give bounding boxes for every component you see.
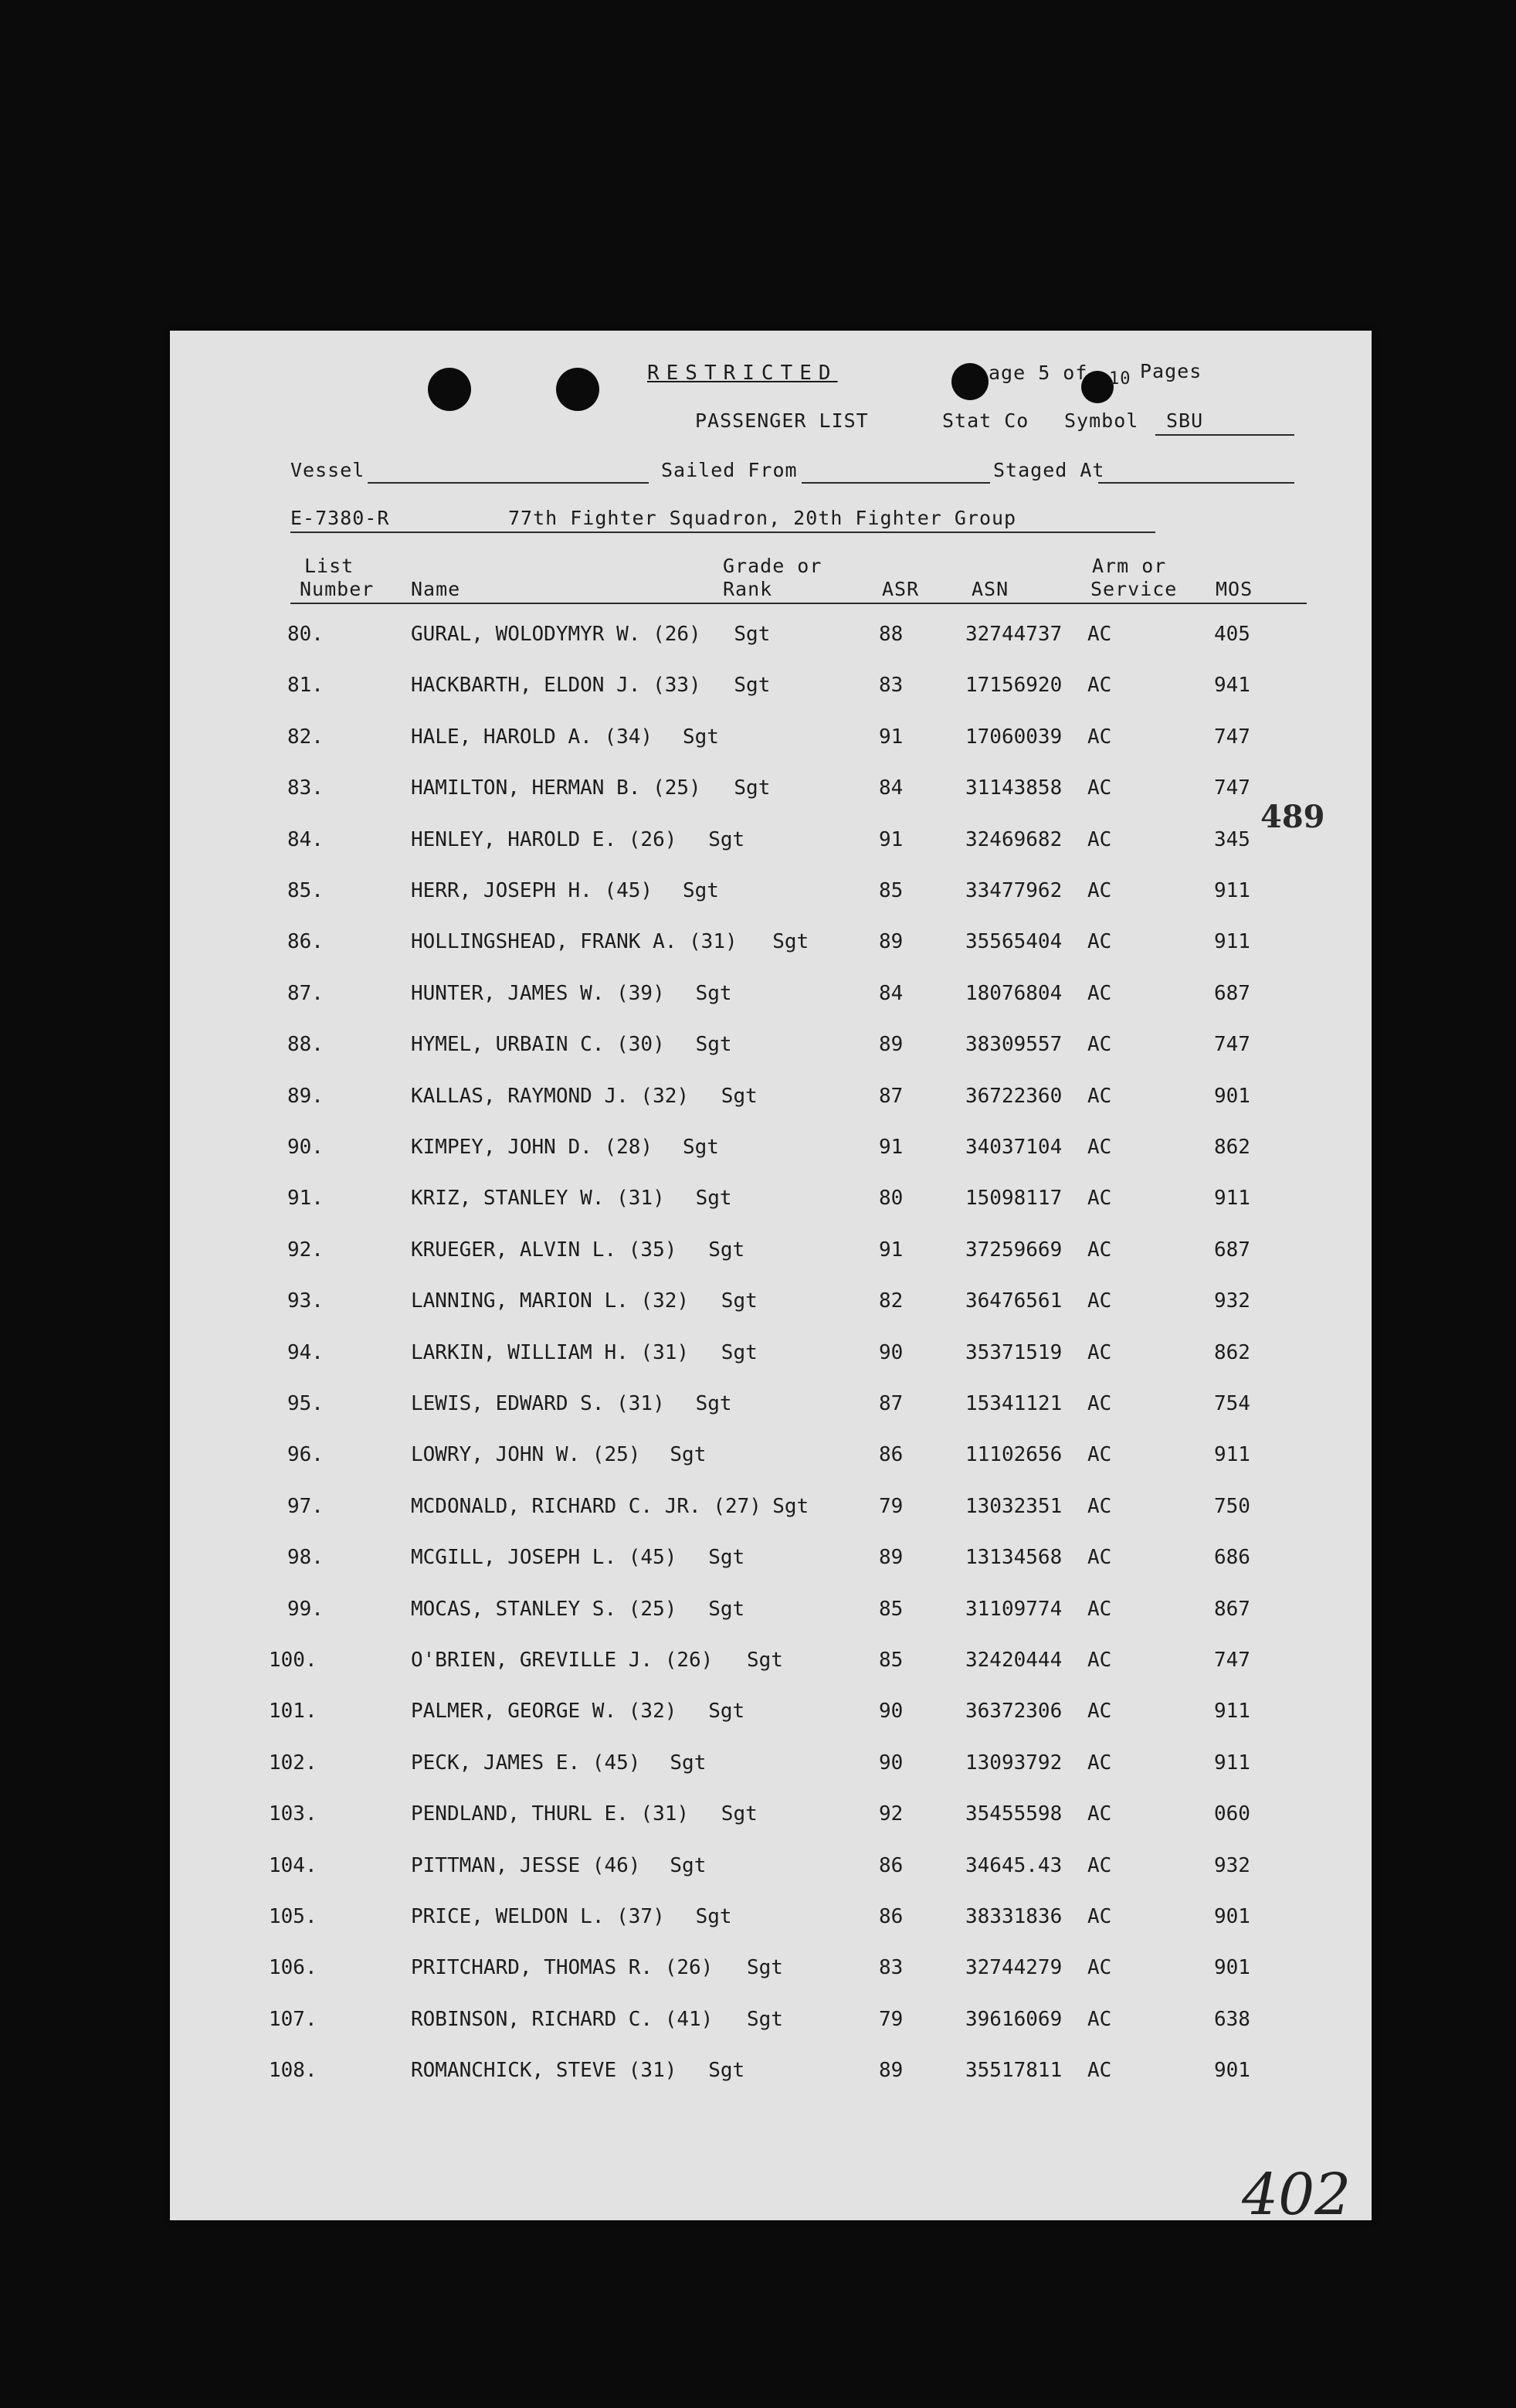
arm-service-cell: AC	[1087, 1597, 1112, 1621]
list-number-cell: 97.	[287, 1494, 324, 1518]
mos-cell: 405	[1214, 623, 1250, 646]
list-number-cell: 91.	[287, 1187, 324, 1211]
arm-service-cell: AC	[1087, 1340, 1112, 1364]
arm-service-cell: AC	[1087, 725, 1112, 749]
grade-cell: Sgt	[708, 2059, 745, 2083]
arm-service-cell: AC	[1087, 776, 1112, 800]
list-number-cell: 105.	[269, 1905, 317, 1928]
list-number-cell: 102.	[269, 1751, 317, 1775]
passenger-name-cell: MCDONALD, RICHARD C. JR. (27)	[411, 1494, 761, 1518]
passenger-name-cell: GURAL, WOLODYMYR W. (26)	[411, 623, 701, 646]
arm-service-cell: AC	[1087, 674, 1112, 698]
asr-cell: 79	[879, 2007, 904, 2031]
shipment-number: E-7380-R	[290, 507, 390, 529]
list-number-cell: 101.	[269, 1700, 317, 1724]
table-row	[170, 879, 1372, 910]
table-row	[170, 828, 1372, 859]
list-number-cell: 98.	[287, 1546, 324, 1570]
asr-cell: 83	[879, 1956, 904, 1980]
list-number-cell: 81.	[287, 674, 324, 698]
arm-service-cell: AC	[1087, 1033, 1112, 1057]
asn-cell: 36476561	[965, 1289, 1063, 1313]
arm-service-cell: AC	[1087, 879, 1112, 902]
symbol-underline	[1155, 434, 1294, 436]
asn-cell: 18076804	[965, 981, 1063, 1005]
mos-cell: 754	[1214, 1392, 1250, 1415]
mos-cell: 901	[1214, 1084, 1250, 1108]
mos-cell: 911	[1214, 1187, 1250, 1211]
page-label: age 5 of	[989, 362, 1088, 384]
arm-service-cell: AC	[1087, 1853, 1112, 1877]
list-number-cell: 106.	[269, 1956, 317, 1980]
col-list-number-2: Number	[300, 578, 375, 600]
passenger-name-cell: PALMER, GEORGE W. (32)	[411, 1700, 677, 1724]
grade-cell: Sgt	[747, 1956, 783, 1980]
grade-cell: Sgt	[772, 930, 809, 954]
mos-cell: 941	[1214, 674, 1250, 698]
unit-name: 77th Fighter Squadron, 20th Fighter Group	[508, 507, 1017, 529]
grade-cell: Sgt	[772, 1494, 809, 1518]
asr-cell: 91	[879, 1238, 904, 1262]
list-number-cell: 80.	[287, 623, 324, 646]
grade-cell: Sgt	[721, 1340, 758, 1364]
grade-cell: Sgt	[747, 1649, 783, 1672]
table-row	[170, 1238, 1372, 1269]
passenger-name-cell: MCGILL, JOSEPH L. (45)	[411, 1546, 677, 1570]
passenger-name-cell: LARKIN, WILLIAM H. (31)	[411, 1340, 690, 1364]
mos-cell: 911	[1214, 930, 1250, 954]
vessel-label: Vessel	[290, 459, 365, 481]
pages-label: Pages	[1140, 360, 1202, 382]
table-row	[170, 1700, 1372, 1730]
asr-cell: 84	[879, 776, 904, 800]
asr-cell: 86	[879, 1443, 904, 1467]
arm-service-cell: AC	[1087, 1187, 1112, 1211]
table-row	[170, 1085, 1372, 1116]
table-row	[170, 1136, 1372, 1167]
asn-cell: 31109774	[965, 1597, 1063, 1621]
mos-cell: 911	[1214, 1443, 1250, 1467]
passenger-name-cell: HALE, HAROLD A. (34)	[411, 725, 653, 749]
punch-hole	[428, 368, 471, 411]
passenger-name-cell: HUNTER, JAMES W. (39)	[411, 981, 665, 1005]
arm-service-cell: AC	[1087, 981, 1112, 1005]
asr-cell: 89	[879, 1546, 904, 1570]
grade-cell: Sgt	[695, 1905, 732, 1928]
passenger-name-cell: O'BRIEN, GREVILLE J. (26)	[411, 1649, 714, 1672]
document-page	[170, 331, 1372, 2228]
list-number-cell: 103.	[269, 1802, 317, 1826]
asn-cell: 36372306	[965, 1700, 1063, 1724]
arm-service-cell: AC	[1087, 1136, 1112, 1159]
list-number-cell: 87.	[287, 981, 324, 1005]
passenger-name-cell: LANNING, MARION L. (32)	[411, 1289, 690, 1313]
grade-cell: Sgt	[708, 1597, 745, 1621]
asn-cell: 13032351	[965, 1494, 1063, 1518]
mos-cell: 911	[1214, 1700, 1250, 1724]
classification-label: RESTRICTED	[647, 362, 838, 385]
passenger-name-cell: ROMANCHICK, STEVE (31)	[411, 2059, 677, 2083]
col-arm-1: Arm or	[1092, 555, 1167, 577]
grade-cell: Sgt	[734, 674, 771, 698]
table-row	[170, 2008, 1372, 2039]
list-number-cell: 88.	[287, 1033, 324, 1057]
mos-cell: 345	[1214, 827, 1250, 851]
passenger-name-cell: PRICE, WELDON L. (37)	[411, 1905, 665, 1928]
table-row	[170, 930, 1372, 961]
arm-service-cell: AC	[1087, 1289, 1112, 1313]
passenger-name-cell: KRIZ, STANLEY W. (31)	[411, 1187, 665, 1211]
arm-service-cell: AC	[1087, 2059, 1112, 2083]
mos-cell: 862	[1214, 1340, 1250, 1364]
list-number-cell: 89.	[287, 1084, 324, 1108]
arm-service-cell: AC	[1087, 1956, 1112, 1980]
asr-cell: 82	[879, 1289, 904, 1313]
mos-cell: 747	[1214, 776, 1250, 800]
list-number-cell: 93.	[287, 1289, 324, 1313]
asn-cell: 33477962	[965, 879, 1063, 902]
asr-cell: 87	[879, 1084, 904, 1108]
asr-cell: 80	[879, 1187, 904, 1211]
table-row	[170, 1443, 1372, 1474]
col-asr: ASR	[882, 578, 920, 600]
asn-cell: 31143858	[965, 776, 1063, 800]
arm-service-cell: AC	[1087, 1649, 1112, 1672]
asr-cell: 88	[879, 623, 904, 646]
arm-service-cell: AC	[1087, 1392, 1112, 1415]
asn-cell: 13134568	[965, 1546, 1063, 1570]
mos-cell: 686	[1214, 1546, 1250, 1570]
asr-cell: 79	[879, 1494, 904, 1518]
grade-cell: Sgt	[708, 1700, 745, 1724]
asn-cell: 11102656	[965, 1443, 1063, 1467]
grade-cell: Sgt	[670, 1853, 707, 1877]
asn-cell: 35371519	[965, 1340, 1063, 1364]
mos-cell: 901	[1214, 2059, 1250, 2083]
list-number-cell: 107.	[269, 2007, 317, 2031]
table-row	[170, 1187, 1372, 1218]
asr-cell: 86	[879, 1853, 904, 1877]
mos-cell: 747	[1214, 1649, 1250, 1672]
mos-cell: 750	[1214, 1494, 1250, 1518]
asn-cell: 32420444	[965, 1649, 1063, 1672]
table-row	[170, 1598, 1372, 1629]
mos-cell: 932	[1214, 1289, 1250, 1313]
list-number-cell: 100.	[269, 1649, 317, 1672]
punch-hole	[556, 368, 599, 411]
grade-cell: Sgt	[695, 1187, 732, 1211]
passenger-name-cell: PRITCHARD, THOMAS R. (26)	[411, 1956, 714, 1980]
table-row	[170, 2059, 1372, 2090]
passenger-name-cell: PENDLAND, THURL E. (31)	[411, 1802, 690, 1826]
passenger-name-cell: HYMEL, URBAIN C. (30)	[411, 1033, 665, 1057]
grade-cell: Sgt	[695, 1033, 732, 1057]
passenger-name-cell: KIMPEY, JOHN D. (28)	[411, 1136, 653, 1159]
asn-cell: 13093792	[965, 1751, 1063, 1775]
mos-cell: 911	[1214, 1751, 1250, 1775]
asr-cell: 90	[879, 1340, 904, 1364]
asn-cell: 17156920	[965, 674, 1063, 698]
asr-cell: 89	[879, 930, 904, 954]
arm-service-cell: AC	[1087, 623, 1112, 646]
arm-service-cell: AC	[1087, 827, 1112, 851]
mos-cell: 901	[1214, 1956, 1250, 1980]
table-row	[170, 1033, 1372, 1064]
asr-cell: 85	[879, 879, 904, 902]
arm-service-cell: AC	[1087, 1802, 1112, 1826]
passenger-name-cell: HAMILTON, HERMAN B. (25)	[411, 776, 701, 800]
col-mos: MOS	[1216, 578, 1253, 600]
asn-cell: 39616069	[965, 2007, 1063, 2031]
grade-cell: Sgt	[683, 879, 719, 902]
asr-cell: 87	[879, 1392, 904, 1415]
stat-co-label: Stat Co	[942, 409, 1029, 432]
asr-cell: 91	[879, 1136, 904, 1159]
col-asn: ASN	[972, 578, 1009, 600]
mos-cell: 747	[1214, 1033, 1250, 1057]
passenger-name-cell: PECK, JAMES E. (45)	[411, 1751, 641, 1775]
grade-cell: Sgt	[683, 725, 719, 749]
grade-cell: Sgt	[747, 2007, 783, 2031]
arm-service-cell: AC	[1087, 1905, 1112, 1928]
col-name: Name	[411, 578, 461, 600]
asr-cell: 91	[879, 827, 904, 851]
list-number-cell: 99.	[287, 1597, 324, 1621]
passenger-name-cell: LEWIS, EDWARD S. (31)	[411, 1392, 665, 1415]
grade-cell: Sgt	[721, 1289, 758, 1313]
arm-service-cell: AC	[1087, 930, 1112, 954]
passenger-name-cell: LOWRY, JOHN W. (25)	[411, 1443, 641, 1467]
asn-cell: 34645.43	[965, 1853, 1063, 1877]
punch-hole	[951, 363, 989, 400]
list-number-cell: 85.	[287, 879, 324, 902]
mos-cell: 687	[1214, 981, 1250, 1005]
grade-cell: Sgt	[695, 1392, 732, 1415]
col-arm-2: Service	[1090, 578, 1178, 600]
asr-cell: 85	[879, 1597, 904, 1621]
asr-cell: 85	[879, 1649, 904, 1672]
mos-cell: 901	[1214, 1905, 1250, 1928]
list-number-cell: 86.	[287, 930, 324, 954]
symbol-value: SBU	[1166, 409, 1204, 432]
table-row	[170, 725, 1372, 756]
list-number-cell: 104.	[269, 1853, 317, 1877]
asn-cell: 34037104	[965, 1136, 1063, 1159]
passenger-name-cell: HENLEY, HAROLD E. (26)	[411, 827, 677, 851]
arm-service-cell: AC	[1087, 1546, 1112, 1570]
asn-cell: 32744279	[965, 1956, 1063, 1980]
arm-service-cell: AC	[1087, 1238, 1112, 1262]
unit-underline	[290, 532, 1155, 533]
passenger-name-cell: ROBINSON, RICHARD C. (41)	[411, 2007, 714, 2031]
col-grade-1: Grade or	[723, 555, 822, 577]
list-number-cell: 95.	[287, 1392, 324, 1415]
asr-cell: 83	[879, 674, 904, 698]
table-row	[170, 1341, 1372, 1372]
grade-cell: Sgt	[695, 981, 732, 1005]
table-row	[170, 674, 1372, 705]
grade-cell: Sgt	[708, 1238, 745, 1262]
mos-cell: 687	[1214, 1238, 1250, 1262]
asn-cell: 35565404	[965, 930, 1063, 954]
arm-service-cell: AC	[1087, 2007, 1112, 2031]
passenger-name-cell: KRUEGER, ALVIN L. (35)	[411, 1238, 677, 1262]
arm-service-cell: AC	[1087, 1751, 1112, 1775]
list-number-cell: 84.	[287, 827, 324, 851]
asr-cell: 92	[879, 1802, 904, 1826]
passenger-name-cell: HERR, JOSEPH H. (45)	[411, 879, 653, 902]
passenger-name-cell: KALLAS, RAYMOND J. (32)	[411, 1084, 690, 1108]
grade-cell: Sgt	[670, 1751, 707, 1775]
arm-service-cell: AC	[1087, 1443, 1112, 1467]
staged-at-label: Staged At	[993, 459, 1105, 481]
list-number-cell: 82.	[287, 725, 324, 749]
symbol-label: Symbol	[1064, 409, 1139, 432]
asr-cell: 86	[879, 1905, 904, 1928]
list-number-cell: 83.	[287, 776, 324, 800]
asn-cell: 35455598	[965, 1802, 1063, 1826]
passenger-name-cell: MOCAS, STANLEY S. (25)	[411, 1597, 677, 1621]
mos-cell: 911	[1214, 879, 1250, 902]
asr-cell: 84	[879, 981, 904, 1005]
table-row	[170, 623, 1372, 654]
passenger-name-cell: PITTMAN, JESSE (46)	[411, 1853, 641, 1877]
grade-cell: Sgt	[734, 623, 771, 646]
list-number-cell: 90.	[287, 1136, 324, 1159]
table-row	[170, 776, 1372, 807]
grade-cell: Sgt	[683, 1136, 719, 1159]
mos-cell: 638	[1214, 2007, 1250, 2031]
arm-service-cell: AC	[1087, 1494, 1112, 1518]
table-row	[170, 1802, 1372, 1833]
sailed-from-label: Sailed From	[661, 459, 798, 481]
col-grade-2: Rank	[723, 578, 773, 600]
mos-cell: 060	[1214, 1802, 1250, 1826]
asn-cell: 15341121	[965, 1392, 1063, 1415]
arm-service-cell: AC	[1087, 1700, 1112, 1724]
asr-cell: 89	[879, 2059, 904, 2083]
table-row	[170, 1546, 1372, 1577]
table-row	[170, 1956, 1372, 1987]
vessel-underline	[368, 482, 649, 484]
asn-cell: 38331836	[965, 1905, 1063, 1928]
asn-cell: 37259669	[965, 1238, 1063, 1262]
grade-cell: Sgt	[708, 827, 745, 851]
asn-cell: 35517811	[965, 2059, 1063, 2083]
asn-cell: 36722360	[965, 1084, 1063, 1108]
table-row	[170, 1649, 1372, 1679]
header-underline	[290, 603, 1307, 604]
handwritten-number: 402	[1242, 2162, 1352, 2228]
grade-cell: Sgt	[721, 1802, 758, 1826]
mos-cell: 862	[1214, 1136, 1250, 1159]
table-row	[170, 1392, 1372, 1423]
asn-cell: 32744737	[965, 623, 1063, 646]
table-row	[170, 982, 1372, 1013]
asr-cell: 91	[879, 725, 904, 749]
mos-cell: 747	[1214, 725, 1250, 749]
grade-cell: Sgt	[721, 1084, 758, 1108]
table-row	[170, 1495, 1372, 1526]
asn-cell: 15098117	[965, 1187, 1063, 1211]
asn-cell: 38309557	[965, 1033, 1063, 1057]
asn-cell: 17060039	[965, 725, 1063, 749]
table-row	[170, 1854, 1372, 1885]
list-number-cell: 108.	[269, 2059, 317, 2083]
stamp-number: 489	[1260, 799, 1325, 835]
grade-cell: Sgt	[734, 776, 771, 800]
staged-at-underline	[1098, 482, 1294, 484]
table-row	[170, 1905, 1372, 1936]
page-total: 10	[1109, 369, 1131, 389]
asr-cell: 90	[879, 1751, 904, 1775]
table-row	[170, 1289, 1372, 1320]
grade-cell: Sgt	[708, 1546, 745, 1570]
mos-cell: 867	[1214, 1597, 1250, 1621]
mos-cell: 932	[1214, 1853, 1250, 1877]
grade-cell: Sgt	[670, 1443, 707, 1467]
document-title: PASSENGER LIST	[695, 409, 869, 432]
list-number-cell: 94.	[287, 1340, 324, 1364]
list-number-cell: 92.	[287, 1238, 324, 1262]
asr-cell: 89	[879, 1033, 904, 1057]
col-list-number-1: List	[304, 555, 354, 577]
sailed-from-underline	[802, 482, 990, 484]
asn-cell: 32469682	[965, 827, 1063, 851]
passenger-name-cell: HACKBARTH, ELDON J. (33)	[411, 674, 701, 698]
table-row	[170, 1751, 1372, 1782]
list-number-cell: 96.	[287, 1443, 324, 1467]
passenger-name-cell: HOLLINGSHEAD, FRANK A. (31)	[411, 930, 738, 954]
asr-cell: 90	[879, 1700, 904, 1724]
arm-service-cell: AC	[1087, 1084, 1112, 1108]
